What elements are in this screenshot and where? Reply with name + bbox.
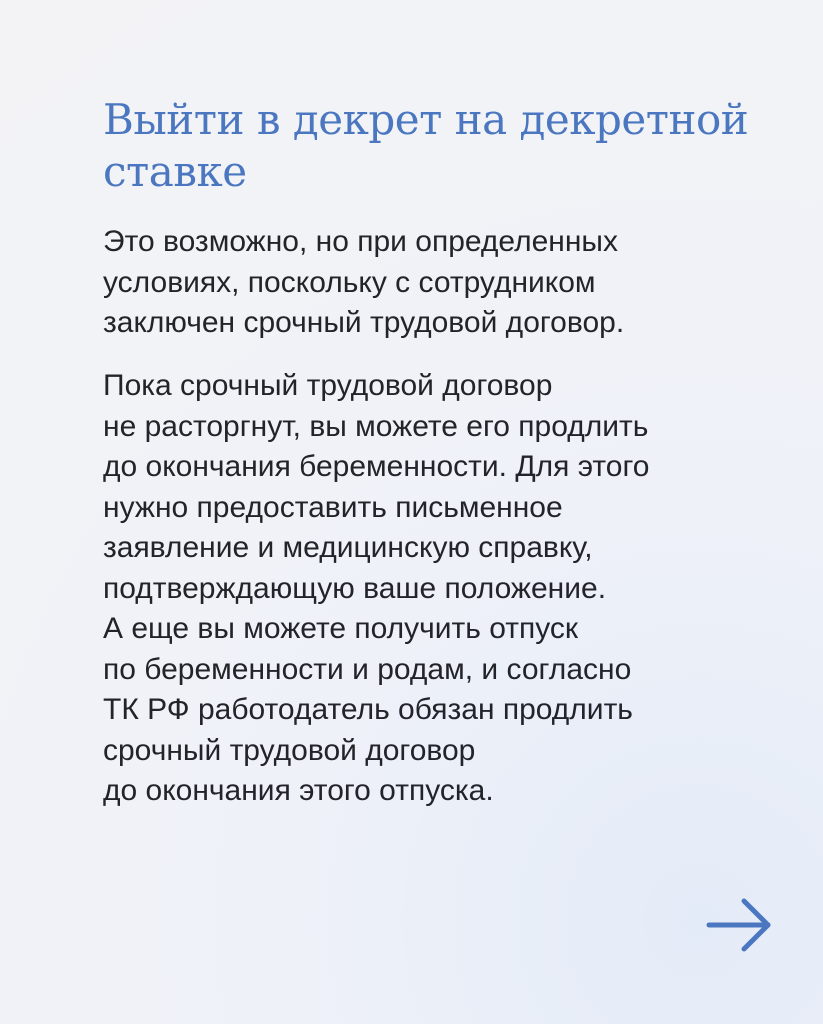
- text-line: нужно предоставить письменное: [103, 490, 563, 524]
- text-line: не расторгнут, вы можете его продлить: [103, 409, 649, 443]
- text-line: до окончания этого отпуска.: [103, 774, 494, 807]
- next-slide-button[interactable]: [706, 895, 774, 955]
- text-line: по беременности и родам, и согласно: [103, 652, 632, 686]
- text-line: условиях, поскольку с сотрудником: [103, 265, 596, 299]
- text-line: срочный трудовой договор: [103, 733, 476, 767]
- title-line: ставке: [103, 147, 247, 196]
- text-line: заключен срочный трудовой договор.: [103, 306, 625, 339]
- text-line: Это возможно, но при определенных: [103, 225, 618, 258]
- text-line: ТК РФ работодатель обязан продлить: [103, 693, 633, 726]
- text-line: заявление и медицинскую справку,: [103, 531, 593, 564]
- text-line: Пока срочный трудовой договор: [103, 369, 553, 402]
- title-line: Выйти в декрет на декретной: [103, 95, 749, 144]
- text-line: до окончания беременности. Для этого: [103, 450, 650, 483]
- intro-paragraph: [103, 222, 783, 344]
- arrow-right-icon: [706, 895, 774, 955]
- text-line: подтверждающую ваше положение.: [103, 571, 607, 605]
- slide-title: [103, 94, 783, 198]
- text-line: А еще вы можете получить отпуск: [103, 612, 579, 645]
- details-paragraph: [103, 366, 783, 812]
